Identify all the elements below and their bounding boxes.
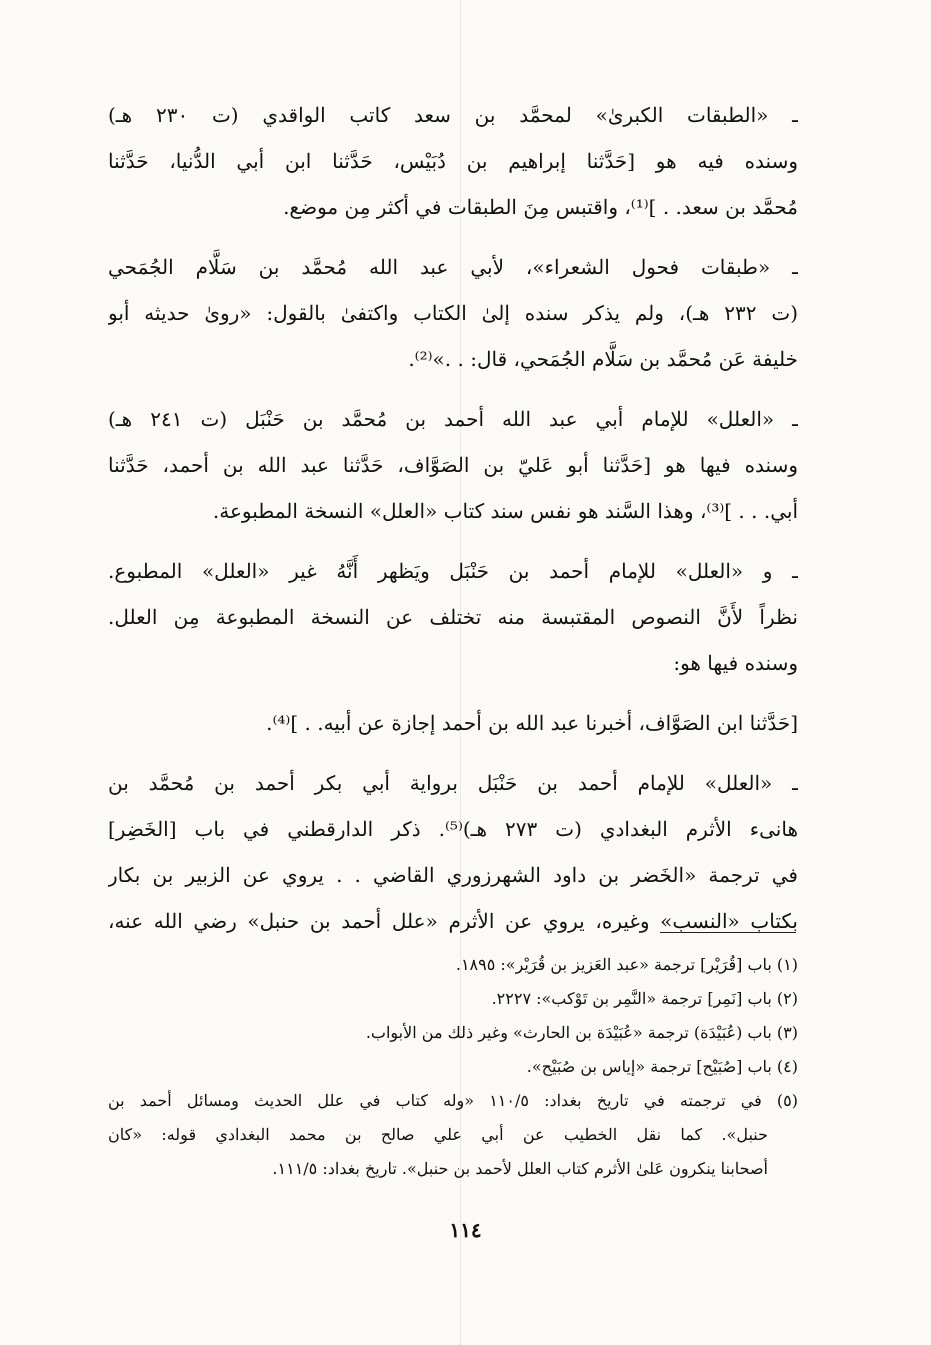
text-line: هانىء الأثرم البغدادي (ت ٢٧٣ هـ)⁽⁵⁾. ذكر الدارقطني في باب [الخَضِر] <box>108 817 798 841</box>
main-text <box>108 92 798 933</box>
paragraph-ilal-ahmad <box>108 396 798 534</box>
text-line: ـ «طبقات فحول الشعراء»، لأبي عبد الله مُحمَّد بن سَلَّام الجُمَحي <box>108 255 798 279</box>
footnote-1: (١) باب [قُرَيْر] ترجمة «عبد العَزيز بن قُرَيْر»: ١٨٩٥. <box>455 955 798 974</box>
text-line: بكتاب «النسب» وغيره، يروي عن الأثرم «علل أحمد بن حنبل» رضي الله عنه، <box>108 909 798 933</box>
text-line: وسنده فيها هو [حَدَّثنا أبو عَليّ بن الصَوَّاف، حَدَّثنا عبد الله بن أحمد، حَدَّثنا <box>108 453 798 477</box>
footnote-2: (٢) باب [نَمِر] ترجمة «النَّمِر بن تَوْكب»: ٢٢٢٧. <box>491 989 798 1008</box>
paragraph-tabaqat-kubra <box>108 92 798 230</box>
page-number: ١١٤ <box>449 1218 482 1242</box>
paragraph-tabaqat-fuhul <box>108 244 798 382</box>
footnote-5-continued: حنبل». كما نقل الخطيب عن أبي علي صالح بن محمد البغدادي قوله: «كان <box>108 1125 768 1144</box>
text-line: وسنده فيه هو [حَدَّثنا إبراهيم بن دُبَيْس، حَدَّثنا ابن أبي الدُّنيا، حَدَّثنا <box>108 149 798 173</box>
footnote-3: (٣) باب (عُبَيْدَة) ترجمة «عُبَيْدَة بن الحارث» وغير ذلك من الأبواب. <box>365 1023 798 1042</box>
text-line: ـ و «العلل» للإمام أحمد بن حَنْبَل ويَظهر أَنَّهُ غير «العلل» المطبوع. <box>108 559 798 583</box>
footnote-separator <box>660 932 796 933</box>
paragraph-ilal-athram <box>108 760 798 944</box>
paragraph-ilal-second <box>108 548 798 686</box>
text-line: [حَدَّثنا ابن الصَوَّاف، أخبرنا عبد الله بن أحمد إجازة عن أبيه. . ]⁽⁴⁾. <box>266 711 798 735</box>
text-line: مُحمَّد بن سعد. . ]⁽¹⁾، واقتبس مِنَ الطبقات في أكثر مِن موضع. <box>283 195 798 219</box>
text-line: (ت ٢٣٢ هـ)، ولم يذكر سنده إلىٰ الكتاب واكتفىٰ بالقول: «روىٰ حديثه أبو <box>108 301 798 325</box>
text-line: ـ «الطبقات الكبرىٰ» لمحمَّد بن سعد كاتب الواقدي (ت ٢٣٠ هـ) <box>108 103 798 127</box>
text-line: ـ «العلل» للإمام أحمد بن حَنْبَل برواية أبي بكر أحمد بن مُحمَّد بن <box>108 771 798 795</box>
text-line: في ترجمة «الخَضر بن داود الشهرزوري القاضي . . يروي عن الزبير بن بكار <box>108 863 798 887</box>
text-line: وسنده فيها هو: <box>673 651 798 675</box>
paragraph-isnad-quote <box>108 700 798 746</box>
text-line: أبي. . . ]⁽³⁾، وهذا السَّند هو نفس سند كتاب «العلل» النسخة المطبوعة. <box>212 499 798 523</box>
text-line: نظراً لأَنَّ النصوص المقتبسة منه تختلف عن النسخة المطبوعة مِن العلل. <box>108 605 798 629</box>
text-line: ـ «العلل» للإمام أبي عبد الله أحمد بن مُحمَّد بن حَنْبَل (ت ٢٤١ هـ) <box>108 407 798 431</box>
footnote-5-continued: أصحابنا ينكرون عَلىٰ الأثرم كتاب العلل لأحمد بن حنبل». تاريخ بغداد: ١١١/٥. <box>272 1159 768 1178</box>
footnote-5: (٥) في ترجمته في تاريخ بغداد: ١١٠/٥ «وله كتاب في علل الحديث ومسائل أحمد بن <box>108 1091 798 1110</box>
footnotes <box>108 948 798 1186</box>
text-line: خليفة عَن مُحمَّد بن سَلَّام الجُمَحي، قال: . .»⁽²⁾. <box>408 347 798 371</box>
footnote-4: (٤) باب [صُبَيْح] ترجمة «إياس بن صُبَيْح». <box>526 1057 798 1076</box>
